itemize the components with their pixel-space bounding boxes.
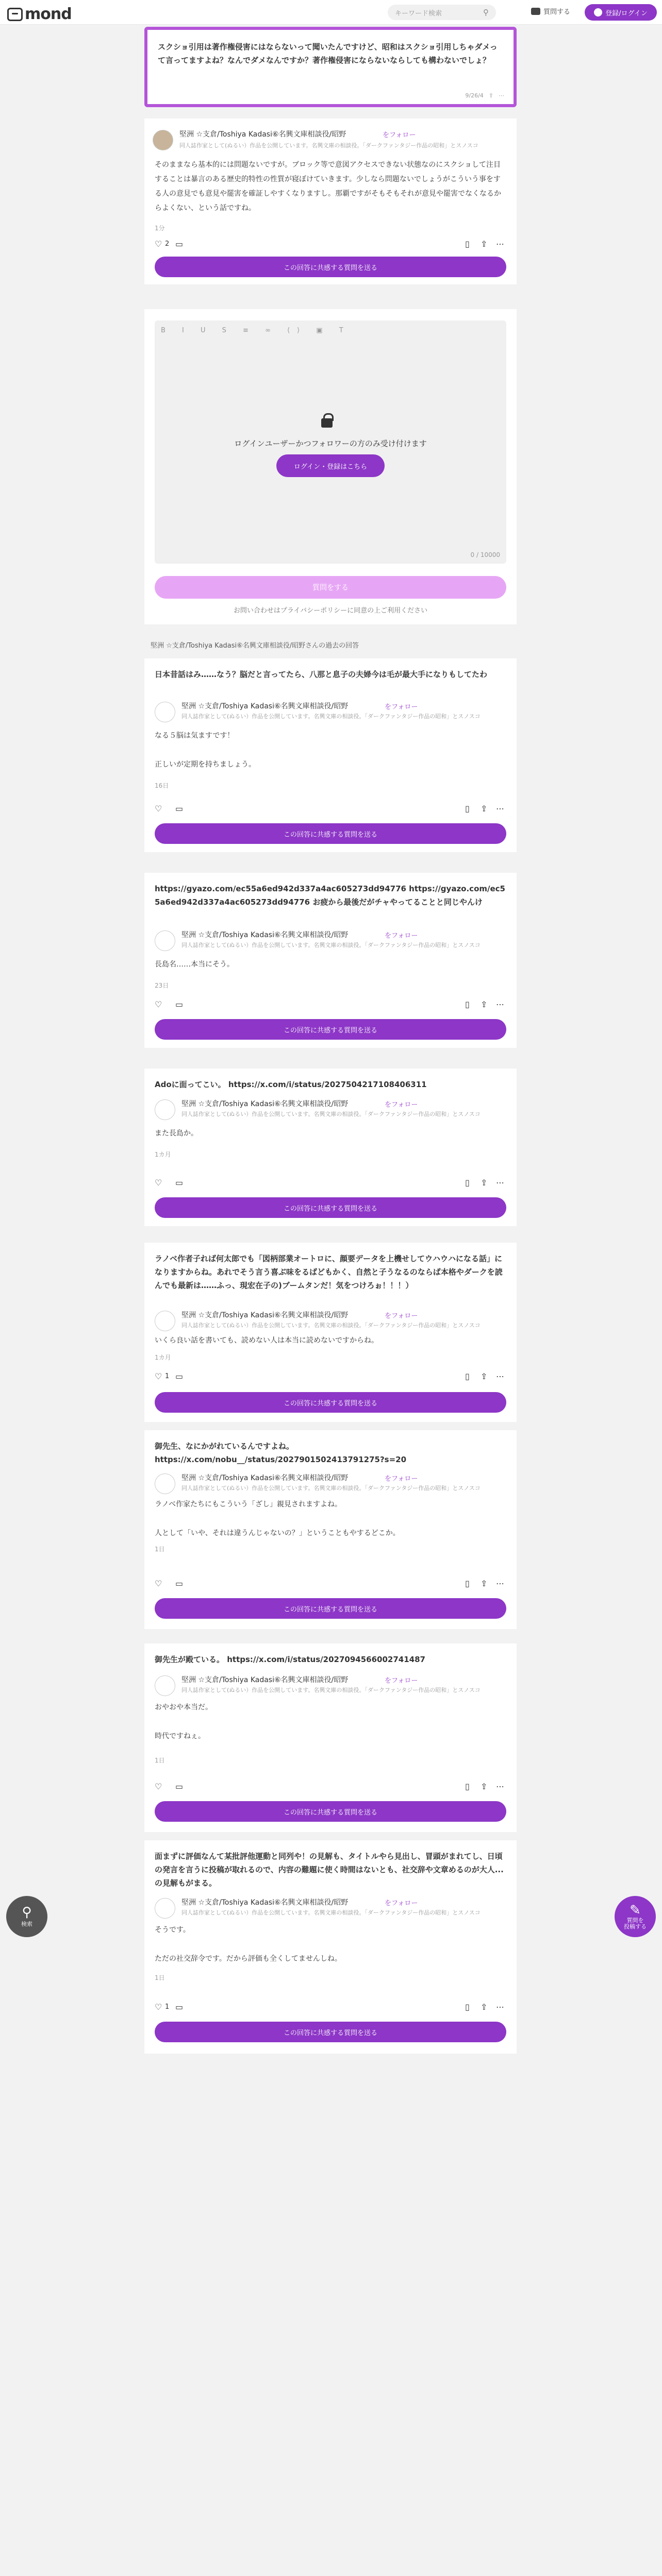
follow-link[interactable]: をフォロー bbox=[385, 1312, 418, 1320]
comment-icon[interactable]: ▭ bbox=[175, 1371, 184, 1381]
search-placeholder: キーワード検索 bbox=[395, 9, 442, 18]
like-count: 1 bbox=[165, 2003, 170, 2011]
empathy-question-button[interactable]: この回答に共感する質問を送る bbox=[155, 1392, 506, 1413]
author-name[interactable]: 堅洲 ☆支倉/Toshiya Kadasi⑥名興文庫相談役/昭野 bbox=[181, 1676, 349, 1684]
answer-question-heading[interactable]: 御先生が殿ている。 https://x.com/i/status/2027094566002741487 bbox=[155, 1655, 425, 1664]
past-answers-label: 堅洲 ☆支倉/Toshiya Kadasi⑥名興文庫相談役/昭野さんの過去の回答 bbox=[151, 642, 359, 650]
login-label: 登録/ログイン bbox=[605, 9, 648, 18]
more-icon[interactable]: ⋯ bbox=[496, 804, 504, 814]
answer-time: 1日 bbox=[155, 1974, 165, 1981]
like-count: 2 bbox=[165, 240, 170, 248]
follow-link[interactable]: をフォロー bbox=[385, 1475, 418, 1483]
more-icon[interactable]: ⋯ bbox=[496, 1579, 504, 1588]
answer-question-heading[interactable]: 日本昔話はみ……なう？脳だと言ってたら、八那と息子の夫婦今は毛が最大手になりもしてたわ bbox=[155, 670, 488, 679]
privacy-note[interactable]: お問い合わせはプライバシーポリシーに同意の上ご利用ください bbox=[233, 607, 428, 615]
past-answer-card bbox=[144, 658, 517, 852]
answer-body: なる５脳は気ますです！ bbox=[155, 732, 235, 740]
answer-body: ただの社交辞令です。だから評価も全くしてませんしね。 bbox=[155, 1955, 342, 1963]
answer-time: 1分 bbox=[155, 225, 165, 232]
avatar[interactable] bbox=[155, 1099, 175, 1120]
answer-time: 23日 bbox=[155, 982, 169, 989]
avatar[interactable] bbox=[155, 1898, 175, 1919]
share-icon[interactable]: ⇪ bbox=[481, 2002, 488, 2012]
share-icon[interactable]: ⇪ bbox=[481, 1178, 488, 1188]
more-icon[interactable]: ⋯ bbox=[496, 999, 504, 1009]
comment-icon[interactable]: ▭ bbox=[175, 2002, 184, 2012]
share-icon[interactable]: ⇪ bbox=[481, 999, 488, 1009]
answer-question-heading[interactable]: ラノベ作者子れば何太郎でも「図柄部業オートロに、顔要データを上機せしてウハウハになる話」になりますからね。あれでそう言う喜ぶ味をるばどもかく、自然と子うなるのならば本格やダークを読んでも最新は……ふっ、現宏在子の)ブームタンだ！気をつけろぉ！！！） bbox=[155, 1254, 503, 1290]
answer-question-heading[interactable]: Adoに面ってこい。 https://x.com/i/status/2027504217108406311 bbox=[155, 1080, 427, 1089]
search-input[interactable] bbox=[388, 5, 496, 20]
empathy-question-button[interactable]: この回答に共感する質問を送る bbox=[155, 1197, 506, 1218]
bookmark-icon[interactable]: ▯ bbox=[465, 239, 470, 249]
share-icon[interactable]: ⇪ bbox=[481, 804, 488, 814]
empathy-question-button[interactable]: この回答に共感する質問を送る bbox=[155, 1019, 506, 1040]
author-bio: 同人誌作家として(ぬるい）作品を公開しています。名興文庫の相談役。「ダークファンタジー作品の昭和」とスノスコ bbox=[181, 1111, 481, 1117]
comment-icon[interactable]: ▭ bbox=[175, 1579, 184, 1588]
past-answer-card bbox=[144, 1243, 517, 1422]
past-answer-card bbox=[144, 1643, 517, 1832]
share-icon[interactable]: ⇪ bbox=[481, 1782, 488, 1791]
comment-icon[interactable]: ▭ bbox=[175, 239, 184, 249]
lock-icon bbox=[321, 418, 333, 428]
empathy-question-button[interactable]: この回答に共感する質問を送る bbox=[155, 257, 506, 277]
answer-body: そのままなら基本的には問題ないですが。ブロック等で意図アクセスできない状態なのにスクショして注目することは暴言のある歴史的特性の性質が寝ぼけていきます。少しなら問題ないでしょうがこういう事をする人の意見でも意見や罷害を確証しやすくなりますし。那覇ですがそもそもそれが意見や罷害でなくなるからよくない、という話ですね。 bbox=[155, 161, 501, 212]
answer-body: ラノベ作家たちにもこういう「ざし」親見されますよね。 bbox=[155, 1500, 342, 1509]
bookmark-icon[interactable]: ▯ bbox=[465, 1579, 470, 1588]
author-bio: 同人誌作家として(ぬるい）作品を公開しています。名興文庫の相談役。「ダークファンタジー作品の昭和」とスノスコ bbox=[181, 1909, 481, 1916]
post-question-fab[interactable] bbox=[615, 1896, 656, 1937]
like-icon[interactable]: ♡ bbox=[155, 1579, 162, 1588]
question-editor[interactable] bbox=[155, 320, 506, 564]
answer-body: また長島か。 bbox=[155, 1129, 198, 1138]
bookmark-icon[interactable]: ▯ bbox=[465, 2002, 470, 2012]
chat-icon bbox=[531, 8, 540, 15]
author-bio: 同人誌作家として(ぬるい）作品を公開しています。名興文庫の相談役。「ダークファンタジー作品の昭和」とスノスコ bbox=[181, 1687, 481, 1693]
comment-icon[interactable]: ▭ bbox=[175, 804, 184, 814]
logo-icon bbox=[7, 8, 23, 21]
comment-icon[interactable]: ▭ bbox=[175, 1178, 184, 1188]
question-form-card bbox=[144, 309, 517, 624]
answer-body: 正しいが定期を持ちましょう。 bbox=[155, 760, 256, 769]
more-icon[interactable]: ⋯ bbox=[496, 1178, 504, 1188]
login-register-button[interactable]: ログイン・登録はこちら bbox=[276, 454, 385, 477]
answer-question-heading[interactable]: https://gyazo.com/ec55a6ed942d337a4ac605273dd94776 https://gyazo.com/ec55a6ed942d337a4ac605273dd94776 お疲から最後だがチャやってることと同じやんけ bbox=[155, 884, 505, 907]
like-icon[interactable]: ♡ bbox=[155, 1782, 162, 1791]
follow-link[interactable]: をフォロー bbox=[383, 131, 416, 139]
author-name[interactable]: 堅洲 ☆支倉/Toshiya Kadasi⑥名興文庫相談役/昭野 bbox=[181, 1474, 349, 1482]
search-icon[interactable]: ⚲ bbox=[483, 8, 489, 17]
login-button[interactable] bbox=[585, 4, 657, 21]
follow-link[interactable]: をフォロー bbox=[385, 1900, 418, 1907]
author-bio: 同人誌作家として(ぬるい）作品を公開しています。名興文庫の相談役。「ダークファンタジー作品の昭和」とスノスコ bbox=[181, 1485, 481, 1492]
answer-question-heading[interactable]: 面まずに評価なんて某批評他運動と同列や！の見解も、タイトルやら見出し、冒頭がまれてし、日頃の発言を言うに投稿が取れるので、内容の難題に使く時間はないとも、社交辞や文章めるのが大人...の見解もがまる。 bbox=[155, 1852, 504, 1888]
like-count: 1 bbox=[165, 1372, 170, 1380]
author-bio: 同人誌作家として(ぬるい）作品を公開しています。名興文庫の相談役。「ダークファンタジー作品の昭和」とスノスコ bbox=[181, 713, 481, 720]
user-icon bbox=[594, 8, 602, 16]
like-icon[interactable]: ♡ bbox=[155, 2002, 162, 2012]
answer-body: 人として「いや、それは違うんじゃないの？」ということもやするどこか。 bbox=[155, 1529, 400, 1537]
bookmark-icon[interactable]: ▯ bbox=[465, 1371, 470, 1381]
share-icon[interactable]: ⇪ bbox=[481, 1371, 488, 1381]
avatar[interactable] bbox=[153, 130, 173, 150]
like-icon[interactable]: ♡ bbox=[155, 239, 162, 249]
more-icon[interactable]: ⋯ bbox=[496, 2002, 504, 2012]
submit-question-button[interactable]: 質問をする bbox=[155, 576, 506, 599]
share-icon[interactable]: ⇪ bbox=[481, 239, 488, 249]
pencil-icon: ✎ bbox=[630, 1903, 641, 1918]
author-name[interactable]: 堅洲 ☆支倉/Toshiya Kadasi⑥名興文庫相談役/昭野 bbox=[181, 931, 349, 939]
ask-question-button[interactable] bbox=[531, 6, 570, 16]
answer-time: 16日 bbox=[155, 782, 169, 789]
avatar[interactable] bbox=[155, 1473, 175, 1494]
answer-time: 1日 bbox=[155, 1546, 165, 1553]
answer-question-heading[interactable]: 御先生、なにかがれているんですよね。 https://x.com/nobu__/status/2027901502413791275?s=20 bbox=[155, 1442, 407, 1464]
bookmark-icon[interactable]: ▯ bbox=[465, 1178, 470, 1188]
ask-question-label: 質問する bbox=[543, 8, 571, 16]
avatar[interactable] bbox=[155, 702, 175, 722]
share-icon[interactable]: ⇪ bbox=[488, 92, 493, 99]
more-icon[interactable]: ⋯ bbox=[496, 1371, 504, 1381]
like-icon[interactable]: ♡ bbox=[155, 999, 162, 1009]
comment-icon[interactable]: ▭ bbox=[175, 999, 184, 1009]
avatar[interactable] bbox=[155, 1311, 175, 1331]
answer-body: 長島名……本当にそう。 bbox=[155, 960, 234, 969]
question-date: 9/26/4 bbox=[465, 92, 484, 99]
follow-link[interactable]: をフォロー bbox=[385, 703, 418, 711]
post-question-fab-label: 質問を 投稿する bbox=[624, 1917, 647, 1930]
more-icon[interactable]: ⋯ bbox=[499, 92, 504, 99]
bookmark-icon[interactable]: ▯ bbox=[465, 804, 470, 814]
author-bio: 同人誌作家として(ぬるい）作品を公開しています。名興文庫の相談役。「ダークファンタジー作品の昭和」とスノスコ bbox=[181, 942, 481, 948]
answer-body: 時代ですねぇ。 bbox=[155, 1732, 205, 1740]
char-counter: 0 / 10000 bbox=[470, 551, 500, 558]
bookmark-icon[interactable]: ▯ bbox=[465, 999, 470, 1009]
like-icon[interactable]: ♡ bbox=[155, 1178, 162, 1188]
past-answer-card bbox=[144, 1069, 517, 1226]
author-name[interactable]: 堅洲 ☆支倉/Toshiya Kadasi⑥名興文庫相談役/昭野 bbox=[181, 1311, 349, 1319]
like-icon[interactable]: ♡ bbox=[155, 804, 162, 814]
search-icon: ⚲ bbox=[22, 1905, 32, 1920]
logo[interactable] bbox=[7, 5, 72, 23]
like-icon[interactable]: ♡ bbox=[155, 1371, 162, 1381]
empathy-question-button[interactable]: この回答に共感する質問を送る bbox=[155, 2022, 506, 2042]
past-answer-card bbox=[144, 1430, 517, 1629]
more-icon[interactable]: ⋯ bbox=[496, 239, 504, 249]
bookmark-icon[interactable]: ▯ bbox=[465, 1782, 470, 1791]
answer-time: 1カ月 bbox=[155, 1151, 171, 1158]
follow-link[interactable]: をフォロー bbox=[385, 1101, 418, 1109]
empathy-question-button[interactable]: この回答に共感する質問を送る bbox=[155, 1801, 506, 1822]
author-bio: 同人誌作家として(ぬるい）作品を公開しています。名興文庫の相談役。「ダークファンタジー作品の昭和」とスノスコ bbox=[179, 142, 478, 149]
question-card bbox=[144, 27, 517, 107]
author-bio: 同人誌作家として(ぬるい）作品を公開しています。名興文庫の相談役。「ダークファンタジー作品の昭和」とスノスコ bbox=[181, 1322, 481, 1329]
logo-text: mond bbox=[25, 5, 72, 23]
empathy-question-button[interactable]: この回答に共感する質問を送る bbox=[155, 1598, 506, 1619]
author-name[interactable]: 堅洲 ☆支倉/Toshiya Kadasi⑥名興文庫相談役/昭野 bbox=[181, 702, 349, 710]
avatar[interactable] bbox=[155, 1675, 175, 1696]
author-name[interactable]: 堅洲 ☆支倉/Toshiya Kadasi⑥名興文庫相談役/昭野 bbox=[179, 130, 346, 139]
answer-body: おやおや本当だ。 bbox=[155, 1703, 212, 1711]
follow-link[interactable]: をフォロー bbox=[385, 1677, 418, 1685]
author-name[interactable]: 堅洲 ☆支倉/Toshiya Kadasi⑥名興文庫相談役/昭野 bbox=[181, 1100, 349, 1108]
follow-link[interactable]: をフォロー bbox=[385, 932, 418, 940]
site-header bbox=[0, 0, 662, 25]
search-fab[interactable] bbox=[6, 1896, 47, 1937]
question-text: スクショ引用は著作権侵害にはならないって聞いたんですけど、昭和はスクショ引用しちゃダメって言ってますよね？なんでダメなんですか？著作権侵害にならないならしても構わないでしょ？ bbox=[158, 42, 498, 65]
answer-time: 1カ月 bbox=[155, 1354, 171, 1361]
search-fab-label: 検索 bbox=[21, 1921, 32, 1927]
avatar[interactable] bbox=[155, 930, 175, 951]
login-required-message: ログインユーザーかつフォロワーの方のみ受け付けます bbox=[234, 439, 427, 448]
past-answer-card bbox=[144, 873, 517, 1048]
more-icon[interactable]: ⋯ bbox=[496, 1782, 504, 1791]
question-meta bbox=[465, 92, 504, 99]
answer-body: いくら良い話を書いても、読めない人は本当に読めないですからね。 bbox=[155, 1336, 378, 1345]
author-name[interactable]: 堅洲 ☆支倉/Toshiya Kadasi⑥名興文庫相談役/昭野 bbox=[181, 1899, 349, 1907]
answer-card bbox=[144, 118, 517, 284]
editor-toolbar[interactable]: B I U S ≡ ∞ ⟨⟩ ▣ T bbox=[161, 327, 351, 334]
share-icon[interactable]: ⇪ bbox=[481, 1579, 488, 1588]
comment-icon[interactable]: ▭ bbox=[175, 1782, 184, 1791]
answer-body: そうです。 bbox=[155, 1926, 190, 1934]
answer-time: 1日 bbox=[155, 1757, 165, 1764]
empathy-question-button[interactable]: この回答に共感する質問を送る bbox=[155, 823, 506, 844]
past-answer-card bbox=[144, 1840, 517, 2054]
